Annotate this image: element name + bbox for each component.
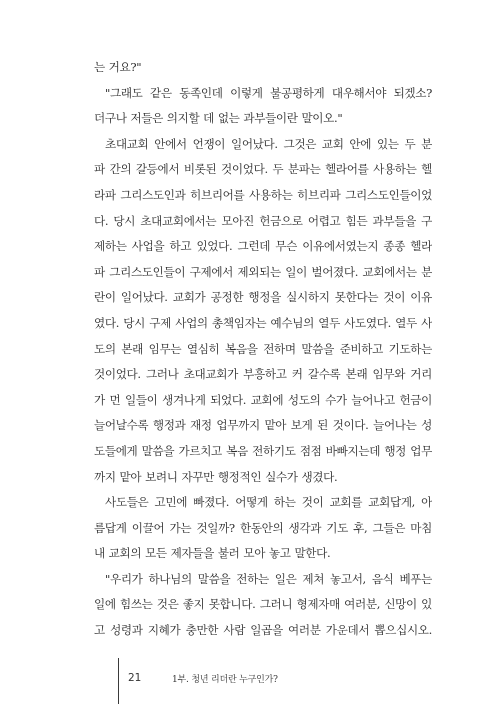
text-line: 가 먼 일들이 생겨나게 되었다. 교회에 성도의 수가 늘어나고 헌금이: [94, 392, 432, 407]
text-line: 는 거요?": [94, 60, 142, 74]
text-line: 더구나 저들은 의지할 데 없는 과부들이란 말이오.": [94, 111, 343, 126]
text-line: 파 그리스도인들이 구제에서 제외되는 일이 벌어졌다. 교회에서는 분: [94, 264, 432, 279]
paragraph: [94, 132, 432, 490]
text-line: 도의 본래 임무는 열심히 복음을 전하며 말씀을 준비하고 기도하는: [94, 341, 432, 356]
text-line: 였다. 당시 구제 사업의 총책임자는 예수님의 열두 사도였다. 열두 사: [94, 315, 432, 330]
paragraph: [94, 55, 432, 81]
text-line: 것이었다. 그러나 초대교회가 부흥하고 커 갈수록 본래 임무와 거리: [94, 367, 432, 382]
text-line: 까지 맡아 보려니 자꾸만 행정적인 실수가 생겼다.: [94, 469, 338, 484]
text-line: 일에 힘쓰는 것은 좋지 못합니다. 그러니 형제자매 여러분, 신망이 있: [94, 597, 432, 612]
text-line: "그래도 같은 동족인데 이렇게 불공평하게 대우해서야 되겠소?: [105, 85, 432, 100]
text-line: 란이 일어났다. 교회가 공정한 행정을 실시하지 못한다는 것이 이유: [94, 290, 432, 305]
text-line: 고 성령과 지혜가 충만한 사람 일곱을 여러분 가운데서 뽑으십시오.: [94, 623, 432, 638]
text-line: "우리가 하나님의 말씀을 전하는 일은 제쳐 놓고서, 음식 베푸는: [105, 571, 432, 586]
body-text: [94, 55, 432, 644]
paragraph: [94, 490, 432, 567]
running-head: 1부. 청년 리더란 누구인가?: [172, 675, 278, 685]
text-line: 제하는 사업을 하고 있었다. 그런데 무슨 이유에서였는지 종종 헬라: [94, 239, 432, 254]
text-line: 초대교회 안에서 언쟁이 일어났다. 그것은 교회 안에 있는 두 분: [105, 136, 432, 151]
text-line: 라파 그리스도인과 히브리어를 사용하는 히브리파 그리스도인들이었: [94, 187, 432, 202]
paragraph: [94, 81, 432, 132]
text-line: 파 간의 갈등에서 비롯된 것이었다. 두 분파는 헬라어를 사용하는 헬: [94, 162, 432, 177]
text-line: 사도들은 고민에 빠졌다. 어떻게 하는 것이 교회를 교회답게, 아: [105, 495, 432, 510]
text-line: 다. 당시 초대교회에서는 모아진 헌금으로 어렵고 힘든 과부들을 구: [94, 213, 432, 228]
text-line: 늘어날수록 행정과 재정 업무까지 맡아 보게 된 것이다. 늘어나는 성: [94, 418, 432, 433]
text-line: 도들에게 말씀을 가르치고 복음 전하기도 점점 바빠지는데 행정 업무: [94, 443, 432, 458]
page-number: 21: [128, 672, 142, 684]
footer-divider: [118, 658, 119, 704]
text-line: 름답게 이끌어 가는 것일까? 한동안의 생각과 기도 후, 그들은 마침: [94, 520, 432, 535]
text-line: 내 교회의 모든 제자들을 불러 모아 놓고 말한다.: [94, 546, 331, 561]
paragraph: [94, 567, 432, 644]
